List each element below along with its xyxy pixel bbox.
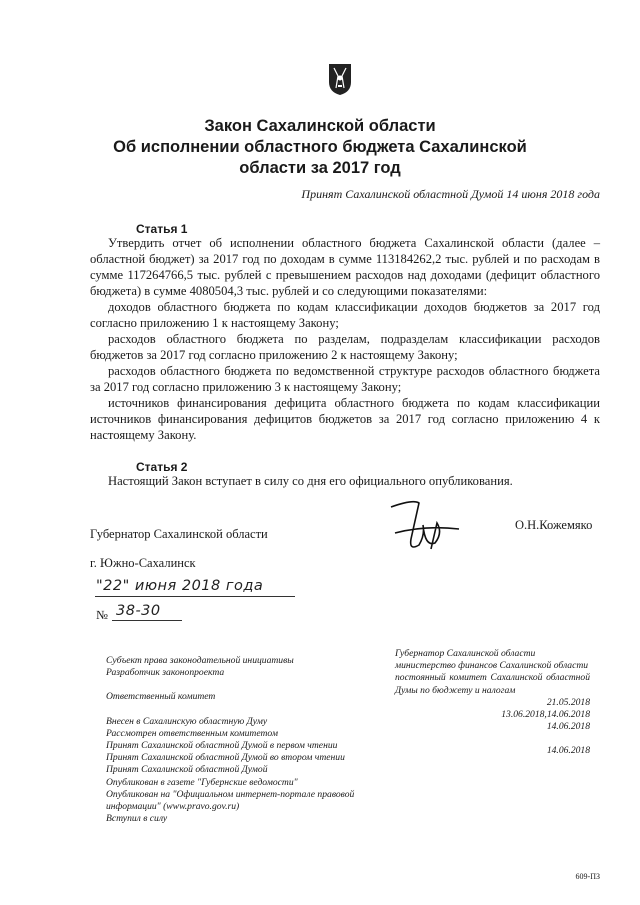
info-label: Опубликован на "Официальном интернет-портале правовой информации" (www.pravo.gov.ru): [106, 788, 355, 813]
article1-paragraph: доходов областного бюджета по кодам классификации доходов бюджетов за 2017 год согласно приложению 1 к настоящему Закону;: [90, 300, 600, 330]
law-title-line3: области за 2017 год: [239, 159, 401, 177]
article1-heading: Статья 1: [136, 222, 188, 236]
article1-paragraph: расходов областного бюджета по ведомственной структуре расходов областного бюджета за 2017 год согласно приложению 3 к настоящему Закону;: [90, 364, 600, 394]
info-label: Принят Сахалинской областной Думой в первом чтении: [106, 740, 338, 752]
city: г. Южно-Сахалинск: [90, 556, 196, 570]
law-title-line1: Закон Сахалинской области: [204, 117, 436, 135]
info-label: Рассмотрен ответственным комитетом: [106, 727, 278, 739]
article2-heading: Статья 2: [136, 460, 188, 474]
article2-body: [90, 473, 600, 489]
article1-paragraph: Утвердить отчет об исполнении областного бюджета Сахалинской области (далее – областной бюджет) за 2017 год по доходам в сумме 113184262,2 тыс. рублей и по расходам в сумме 117264766,5 тыс. рублей с превышением расходов над доходами (дефицит областного бюджета) в сумме 4080504,3 тыс. рублей и со следующими показателями:: [90, 236, 600, 298]
info-right: [395, 648, 590, 758]
info-label: Принят Сахалинской областной Думой во втором чтении: [106, 752, 345, 764]
governor-signature: [385, 495, 465, 555]
article1-paragraph: расходов областного бюджета по разделам, подразделам классификации расходов бюджетов за 2017 год согласно приложению 2 к настоящему Закону;: [90, 332, 600, 362]
info-committee: постоянный комитет Сахалинской областной Думы по бюджету и налогам: [395, 672, 590, 696]
info-left: [106, 655, 376, 825]
info-developer: министерство финансов Сахалинской области: [395, 660, 589, 672]
law-number: 38-30: [116, 603, 161, 619]
law-title-line2: Об исполнении областного бюджета Сахалинской: [113, 138, 527, 156]
info-label: Внесен в Сахалинскую областную Думу: [106, 715, 268, 727]
info-label: Принят Сахалинской областной Думой: [106, 764, 268, 776]
signing-date: "22" июня 2018 года: [96, 578, 264, 594]
footer-code: 609-ПЗ: [575, 872, 600, 881]
article1-paragraph: источников финансирования дефицита областного бюджета по кодам классификации источников финансирования дефицитов бюджетов за 2017 год согласно приложению 4 к настоящему Закону.: [90, 396, 600, 442]
article1-body: [90, 235, 600, 443]
date-underline: [95, 596, 295, 597]
adoption-note: Принят Сахалинской областной Думой 14 июня 2018 года: [301, 187, 600, 201]
number-underline: [112, 620, 182, 621]
info-initiator: Губернатор Сахалинской области: [395, 648, 536, 659]
info-label: Разработчик законопроекта: [106, 667, 225, 679]
info-label: Ответственный комитет: [106, 691, 216, 703]
info-label: Опубликован в газете "Губернские ведомости": [106, 776, 298, 788]
info-label: Вступил в силу: [106, 813, 168, 825]
law-number-prefix: №: [96, 608, 108, 622]
info-reviewed: 13.06.2018,14.06.2018: [501, 709, 590, 721]
info-label: Субъект права законодательной инициативы: [106, 655, 294, 666]
article2-text: Настоящий Закон вступает в силу со дня его официального опубликования.: [108, 474, 513, 488]
sakhalin-emblem-icon: [327, 62, 353, 96]
governor-name: О.Н.Кожемяко: [515, 518, 593, 532]
info-adopted: 14.06.2018: [546, 745, 590, 757]
info-submitted: 21.05.2018: [546, 696, 590, 708]
info-first-reading: 14.06.2018: [546, 721, 590, 733]
governor-title: Губернатор Сахалинской области: [90, 527, 268, 541]
